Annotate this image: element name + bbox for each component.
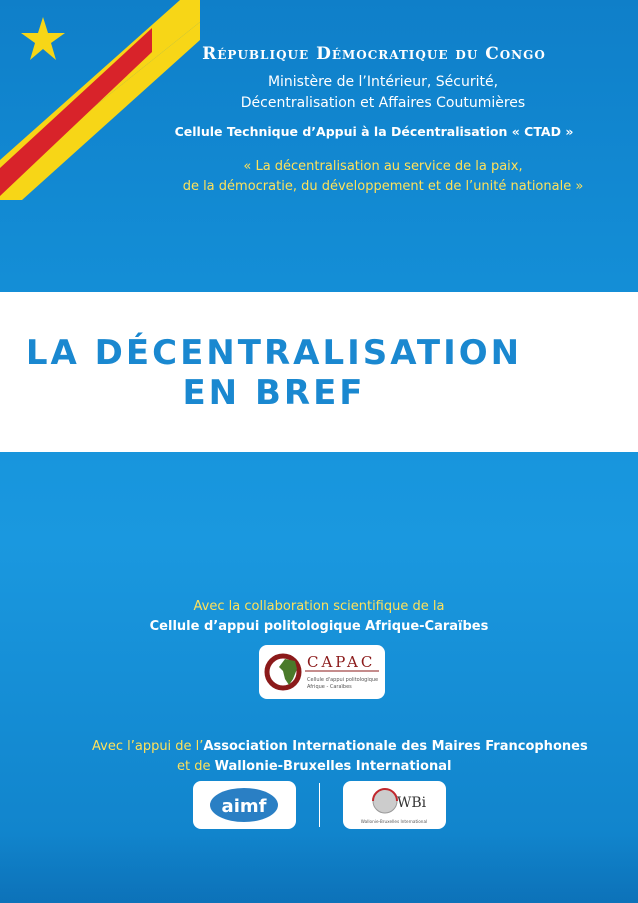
title-line-1: LA DÉCENTRALISATION: [25, 333, 523, 373]
title-line-2: EN BREF: [182, 373, 366, 413]
republic-title: République Démocratique du Congo: [202, 44, 546, 64]
motto: [0, 157, 626, 197]
support-prefix-1: Avec l’appui de l’: [92, 739, 204, 754]
bottom-wave: [0, 833, 638, 903]
collaboration-intro: Avec la collaboration scientifique de la: [193, 599, 445, 614]
support-block: [0, 737, 638, 777]
wbi-logo: [343, 781, 446, 829]
motto-line-2: de la démocratie, du développement et de l’unité nationale »: [182, 179, 584, 194]
logo-separator: [319, 783, 320, 827]
wbi-emblem-icon: [343, 781, 446, 829]
capac-logo: [259, 645, 385, 699]
collaboration-block: [0, 597, 638, 637]
capac-logo-sub2: Afrique - Caraïbes: [307, 684, 352, 690]
support-line-1: [92, 737, 638, 757]
wbi-logo-sub: Wallonie-Bruxelles International: [360, 819, 428, 824]
aimf-logo-text: aimf: [221, 796, 267, 817]
collaboration-org: Cellule d’appui politologique Afrique-Caraïbes: [149, 619, 489, 634]
wbi-logo-text: WBi: [397, 795, 427, 811]
ministry-name: [0, 72, 616, 114]
capac-logo-sub1: Cellule d'appui politologique: [307, 677, 379, 683]
capac-emblem-icon: [259, 645, 385, 699]
motto-line-1: « La décentralisation au service de la paix,: [243, 159, 523, 174]
support-line-2: [92, 757, 638, 777]
capac-logo-name: CAPAC: [307, 653, 376, 671]
ministry-line-1: Ministère de l’Intérieur, Sécurité,: [267, 74, 499, 90]
aimf-emblem-icon: [193, 781, 296, 829]
ministry-line-2: Décentralisation et Affaires Coutumières: [240, 95, 526, 111]
support-org-aimf: Association Internationale des Maires Francophones: [203, 739, 588, 754]
document-title: [0, 333, 638, 413]
support-prefix-2: et de: [177, 759, 215, 774]
cellule-name: Cellule Technique d’Appui à la Décentralisation « CTAD »: [174, 124, 574, 139]
support-org-wbi: Wallonie-Bruxelles International: [214, 759, 452, 774]
aimf-logo: [193, 781, 296, 829]
